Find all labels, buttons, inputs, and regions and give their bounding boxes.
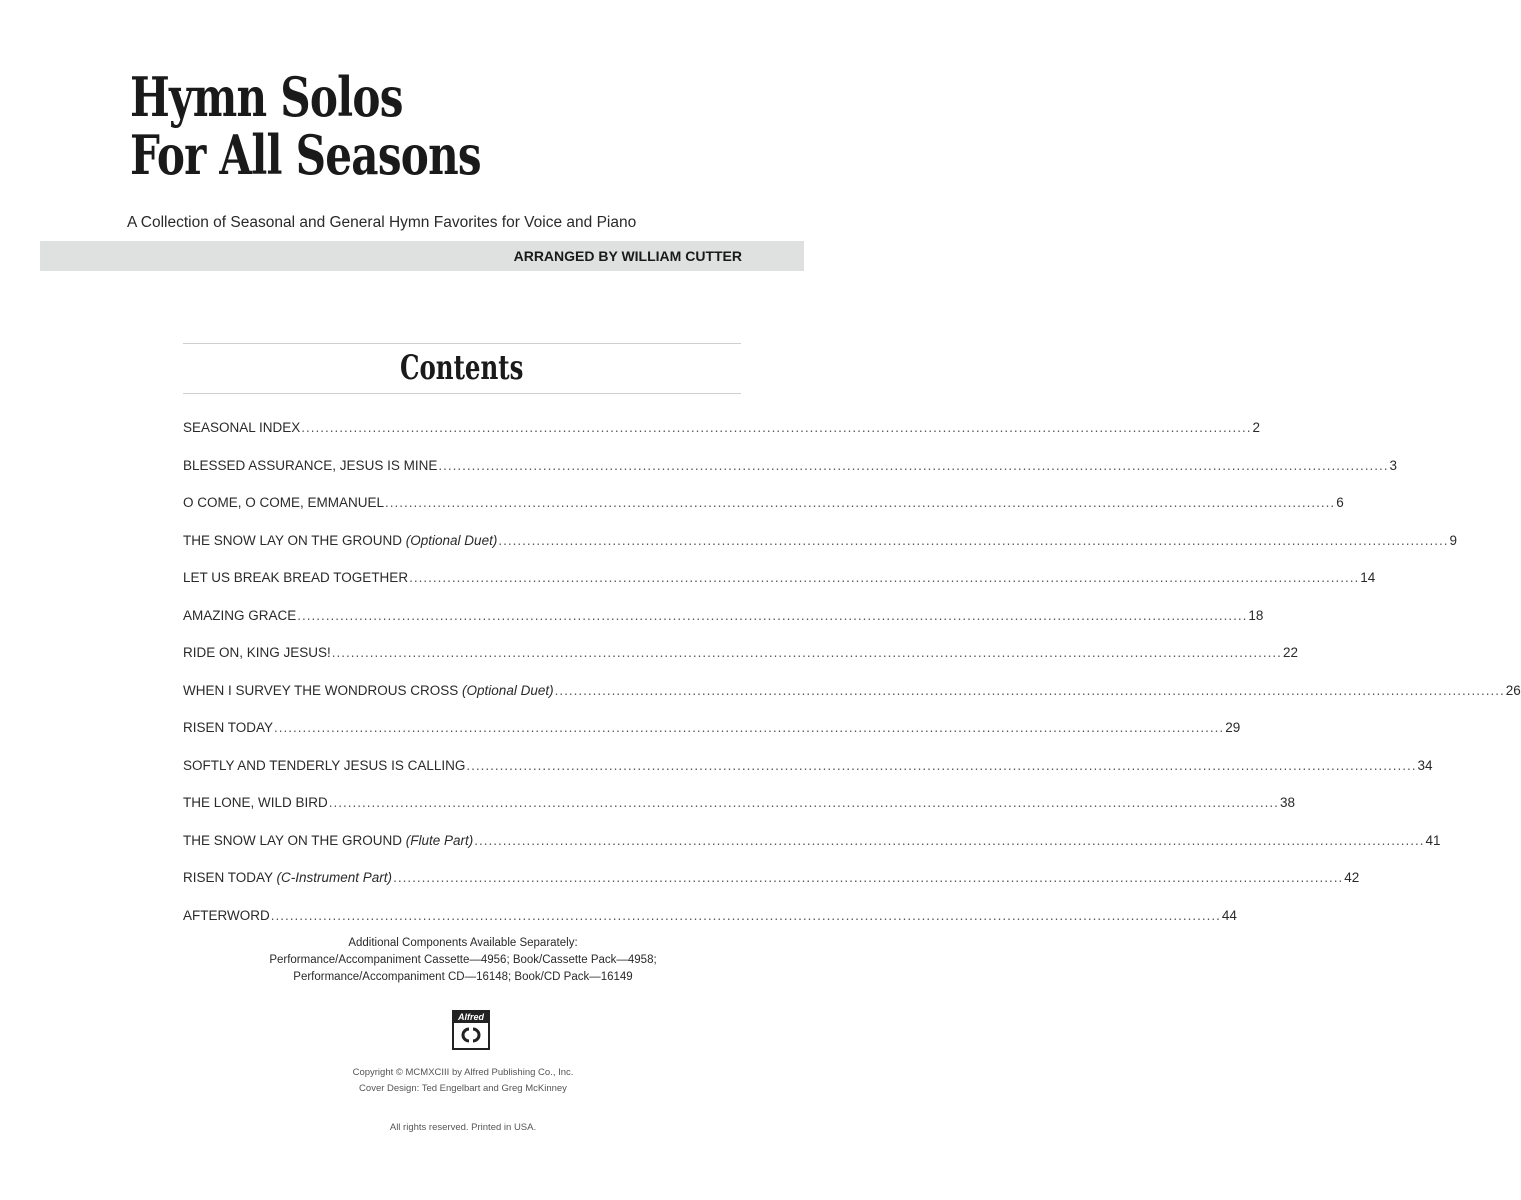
toc-leader-dots: ........................................................................................................................................................................................................ <box>301 420 1252 435</box>
toc-title <box>183 758 465 773</box>
toc-title-text: SEASONAL INDEX <box>183 420 301 435</box>
toc-row <box>183 795 1295 833</box>
toc-title-text: RISEN TODAY <box>183 720 274 735</box>
toc-row <box>183 495 1344 533</box>
toc-page-number: 22 <box>1282 645 1298 660</box>
toc-row <box>183 832 1441 871</box>
arranger-credit: ARRANGED BY WILLIAM CUTTER <box>513 248 742 264</box>
toc-leader-dots: ........................................................................................................................................................................................................ <box>466 757 1417 773</box>
toc-title <box>183 683 554 698</box>
toc-row <box>183 720 1241 758</box>
toc-leader-dots: ........................................................................................................................................................................................................ <box>438 457 1389 473</box>
toc-page-number: 3 <box>1389 457 1397 473</box>
toc-title <box>183 720 273 735</box>
toc-leader-dots: ........................................................................................................................................................................................................ <box>498 532 1449 548</box>
toc-leader-dots: ........................................................................................................................................................................................................ <box>297 607 1248 623</box>
toc-row <box>183 645 1298 683</box>
toc-page-number: 18 <box>1248 607 1264 623</box>
toc-row <box>183 682 1521 721</box>
toc-leader-dots: ........................................................................................................................................................................................................ <box>274 720 1225 735</box>
toc-title-text: SOFTLY AND TENDERLY JESUS IS CALLING <box>183 757 466 773</box>
toc-page-number: 41 <box>1425 832 1441 848</box>
cover-design-line: Cover Design: Ted Engelbart and Greg McKinney <box>359 1083 567 1094</box>
toc-leader-dots: ........................................................................................................................................................................................................ <box>554 682 1505 698</box>
toc-page-number: 29 <box>1225 720 1241 735</box>
arranger-band <box>40 241 804 271</box>
book-title <box>130 65 481 187</box>
toc-title-text: THE SNOW LAY ON THE GROUND <box>183 832 406 848</box>
toc-title <box>183 645 331 660</box>
toc-leader-dots: ........................................................................................................................................................................................................ <box>270 907 1221 923</box>
rights-line: All rights reserved. Printed in USA. <box>389 1122 537 1133</box>
toc-title-text: WHEN I SURVEY THE WONDROUS CROSS <box>183 682 463 698</box>
toc-leader-dots: ........................................................................................................................................................................................................ <box>328 795 1279 810</box>
copyright-block <box>183 1065 743 1097</box>
logo-emblem-icon <box>457 1025 485 1045</box>
toc-page-number: 9 <box>1449 532 1457 548</box>
title-line-2: For All Seasons <box>130 123 481 187</box>
toc-title-text: AFTERWORD <box>183 907 270 923</box>
contents-heading <box>183 348 741 388</box>
toc-leader-dots: ........................................................................................................................................................................................................ <box>409 570 1360 585</box>
toc-leader-dots: ........................................................................................................................................................................................................ <box>474 832 1425 848</box>
additional-components <box>183 935 743 986</box>
toc-title <box>183 458 437 473</box>
toc-leader-dots: ........................................................................................................................................................................................................ <box>385 495 1336 510</box>
contents-bottom-rule <box>183 393 741 394</box>
toc-row <box>183 570 1376 608</box>
toc-title-text: LET US BREAK BREAD TOGETHER <box>183 570 409 585</box>
toc-title <box>183 908 270 923</box>
contents-heading-text: Contents <box>400 348 524 388</box>
components-line-1: Performance/Accompaniment Cassette—4956; Book/Cassette Pack—4958; <box>269 954 657 966</box>
toc-note: (Flute Part) <box>405 832 474 848</box>
toc-title-text: THE LONE, WILD BIRD <box>183 795 328 810</box>
title-line-1: Hymn Solos <box>130 65 403 129</box>
logo-text: Alfred <box>454 1012 488 1023</box>
toc-page-number: 14 <box>1360 570 1376 585</box>
toc-leader-dots: ........................................................................................................................................................................................................ <box>393 870 1344 885</box>
toc-row <box>183 457 1397 496</box>
toc-title-text: RISEN TODAY <box>183 870 277 885</box>
toc-title <box>183 608 296 623</box>
toc-page-number: 6 <box>1336 495 1344 510</box>
contents-top-rule <box>183 343 741 344</box>
toc-title <box>183 833 473 848</box>
toc-title-text: O COME, O COME, EMMANUEL <box>183 495 385 510</box>
toc-title <box>183 570 408 585</box>
toc-title-text: AMAZING GRACE <box>183 607 297 623</box>
table-of-contents <box>183 420 1521 945</box>
alfred-logo-icon <box>452 1010 490 1050</box>
toc-row <box>183 870 1360 908</box>
components-line-2: Performance/Accompaniment CD—16148; Book/CD Pack—16149 <box>293 971 633 983</box>
toc-note: (C-Instrument Part) <box>276 870 393 885</box>
toc-leader-dots: ........................................................................................................................................................................................................ <box>331 645 1282 660</box>
toc-row <box>183 420 1260 458</box>
toc-page-number: 38 <box>1279 795 1295 810</box>
book-subtitle: A Collection of Seasonal and General Hymn Favorites for Voice and Piano <box>127 214 637 231</box>
toc-page-number: 34 <box>1417 757 1433 773</box>
toc-row <box>183 757 1433 796</box>
toc-title <box>183 420 300 435</box>
toc-title <box>183 795 328 810</box>
toc-page-number: 2 <box>1252 420 1260 435</box>
toc-row <box>183 607 1264 646</box>
toc-row <box>183 532 1457 571</box>
toc-title-text: BLESSED ASSURANCE, JESUS IS MINE <box>183 457 438 473</box>
toc-title <box>183 533 497 548</box>
toc-note: (Optional Duet) <box>405 532 498 548</box>
toc-title-text: THE SNOW LAY ON THE GROUND <box>183 532 406 548</box>
toc-page-number: 44 <box>1221 907 1237 923</box>
copyright-line: Copyright © MCMXCIII by Alfred Publishing Co., Inc. <box>352 1067 574 1078</box>
components-heading: Additional Components Available Separately: <box>348 937 578 949</box>
toc-page-number: 42 <box>1344 870 1360 885</box>
toc-note: (Optional Duet) <box>462 682 554 698</box>
toc-title-text: RIDE ON, KING JESUS! <box>183 645 331 660</box>
toc-title <box>183 870 392 885</box>
toc-title <box>183 495 384 510</box>
toc-page-number: 26 <box>1505 682 1521 698</box>
